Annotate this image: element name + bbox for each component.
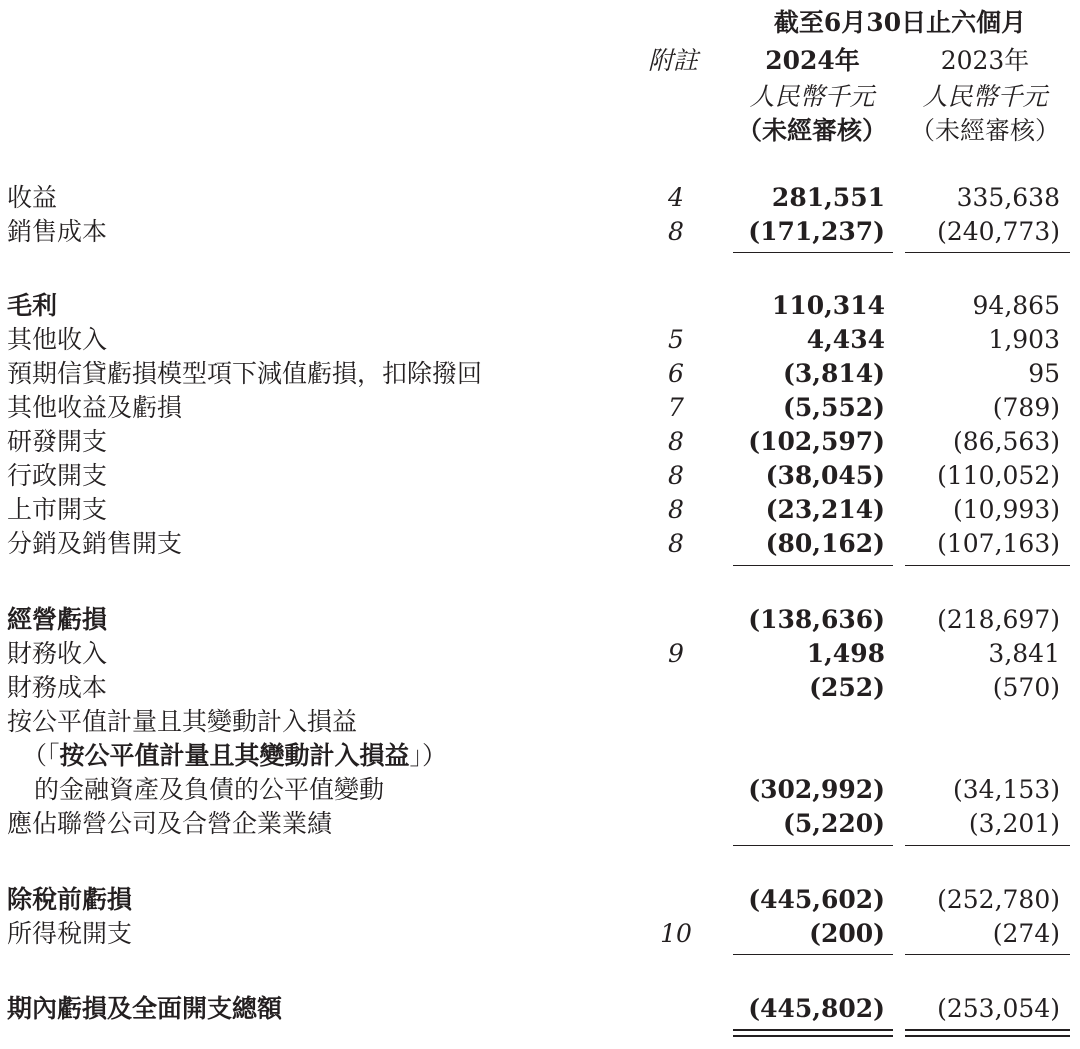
row-value-2024: (80,162)	[765, 529, 885, 558]
subtotal-rule	[733, 252, 893, 253]
audit-2024-header: （未經審核）	[736, 116, 887, 145]
row-label: 除稅前虧損	[7, 885, 133, 914]
row-label: 其他收入	[7, 325, 108, 354]
row-value-2023: (3,201)	[968, 809, 1060, 838]
year-2023-header: 2023年	[940, 46, 1030, 75]
row-note: 4	[668, 183, 684, 212]
row-label: 銷售成本	[7, 217, 108, 246]
subtotal-rule	[905, 845, 1070, 846]
row-label: 應佔聯營公司及合營企業業績	[7, 809, 333, 838]
subtotal-rule	[905, 252, 1070, 253]
row-label: 期內虧損及全面開支總額	[7, 994, 283, 1023]
row-value-2023: (789)	[992, 393, 1060, 422]
row-label: 財務成本	[7, 673, 108, 702]
row-value-2023: 335,638	[956, 183, 1060, 212]
row-label-line2	[22, 741, 447, 771]
row-note: 8	[668, 495, 684, 524]
period-header: 截至6月30日止六個月	[773, 8, 1027, 37]
row-value-2024: (138,636)	[748, 605, 885, 634]
row-value-2024: 281,551	[771, 183, 885, 212]
row-note: 5	[668, 325, 684, 354]
row-label: 收益	[7, 183, 58, 212]
row-label: 上市開支	[7, 495, 108, 524]
row-note: 7	[668, 393, 684, 422]
currency-2024-header: 人民幣千元	[749, 82, 875, 111]
row-note: 8	[668, 461, 684, 490]
row-value-2024: 1,498	[806, 639, 885, 668]
row-note: 9	[668, 639, 684, 668]
row-label-line2-open: （「	[22, 741, 60, 770]
row-label-line2-bold: 按公平值計量且其變動計入損益	[59, 741, 410, 770]
row-note: 8	[668, 217, 684, 246]
row-value-2023: 1,903	[988, 325, 1060, 354]
note-column-header: 附註	[648, 46, 699, 75]
row-label: 行政開支	[7, 461, 108, 490]
row-note: 8	[668, 427, 684, 456]
row-label: 毛利	[7, 291, 58, 320]
row-label-line1: 按公平值計量且其變動計入損益	[7, 707, 358, 736]
row-value-2023: (107,163)	[937, 529, 1060, 558]
row-value-2024: (302,992)	[748, 775, 885, 804]
row-label: 預期信貸虧損模型項下減值虧損，扣除撥回	[7, 359, 483, 388]
subtotal-rule	[905, 954, 1070, 955]
row-note: 6	[668, 359, 684, 388]
year-2024-header: 2024年	[765, 46, 860, 75]
row-value-2024: (3,814)	[783, 359, 885, 388]
subtotal-rule	[733, 565, 893, 566]
row-value-2023: (86,563)	[953, 427, 1060, 456]
row-value-2024: 4,434	[806, 325, 885, 354]
total-double-rule	[905, 1029, 1070, 1037]
total-double-rule	[733, 1029, 893, 1037]
row-value-2024: (5,552)	[783, 393, 885, 422]
row-value-2023: (252,780)	[937, 885, 1060, 914]
subtotal-rule	[733, 954, 893, 955]
row-label-line2-close: 」）	[409, 741, 448, 770]
row-value-2024: (23,214)	[765, 495, 885, 524]
row-label: 所得稅開支	[7, 919, 133, 948]
row-value-2024: 110,314	[771, 291, 885, 320]
subtotal-rule	[733, 845, 893, 846]
audit-2023-header: （未經審核）	[909, 116, 1060, 145]
row-note: 8	[668, 529, 684, 558]
row-value-2024: (38,045)	[765, 461, 885, 490]
subtotal-rule	[905, 565, 1070, 566]
row-label: 其他收益及虧損	[7, 393, 183, 422]
row-value-2024: (171,237)	[748, 217, 885, 246]
row-value-2023: 95	[1028, 359, 1060, 388]
row-label: 分銷及銷售開支	[7, 529, 183, 558]
row-value-2024: (445,802)	[748, 994, 885, 1023]
row-value-2024: (445,602)	[748, 885, 885, 914]
row-value-2024: (200)	[809, 919, 885, 948]
row-note: 10	[660, 919, 692, 948]
row-label: 研發開支	[7, 427, 108, 456]
row-value-2023: (570)	[992, 673, 1060, 702]
row-value-2023: (10,993)	[953, 495, 1060, 524]
row-value-2023: (218,697)	[937, 605, 1060, 634]
row-value-2023: 94,865	[972, 291, 1060, 320]
row-value-2024: (5,220)	[783, 809, 885, 838]
row-value-2023: 3,841	[988, 639, 1060, 668]
currency-2023-header: 人民幣千元	[922, 82, 1048, 111]
row-label-line3: 的金融資產及負債的公平值變動	[34, 775, 385, 804]
row-value-2023: (240,773)	[937, 217, 1060, 246]
row-value-2023: (110,052)	[937, 461, 1060, 490]
row-value-2024: (252)	[809, 673, 885, 702]
row-label: 經營虧損	[7, 605, 108, 634]
row-label: 財務收入	[7, 639, 108, 668]
row-value-2023: (34,153)	[953, 775, 1060, 804]
row-value-2023: (274)	[992, 919, 1060, 948]
row-value-2024: (102,597)	[748, 427, 885, 456]
row-value-2023: (253,054)	[937, 994, 1060, 1023]
